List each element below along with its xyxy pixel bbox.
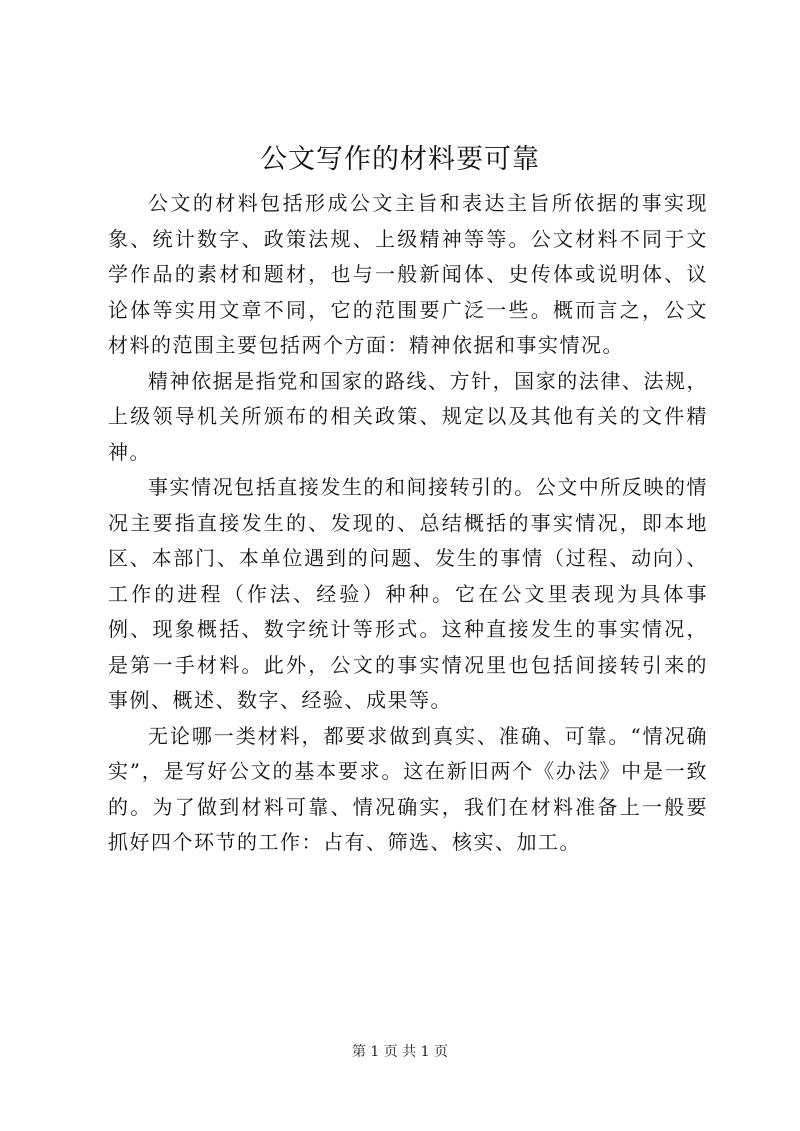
paragraph: 无论哪一类材料，都要求做到真实、准确、可靠。“情况确实”，是写好公文的基本要求。这在新旧两个《办法》中是一致的。为了做到材料可靠、情况确实，我们在材料准备上一般要抓好四个环节的工作：占有、筛选、核实、加工。 xyxy=(108,723,708,854)
paragraph: 公文的材料包括形成公文主旨和表达主旨所依据的事实现象、统计数字、政策法规、上级精神等等。公文材料不同于文学作品的素材和题材，也与一般新闻体、史传体或说明体、议论体等实用文章不同，它的范围要广泛一些。概而言之，公文材料的范围主要包括两个方面：精神依据和事实情况。 xyxy=(108,191,708,357)
page-number-footer: 第 1 页 共 1 页 xyxy=(351,1044,449,1060)
paragraph: 精神依据是指党和国家的路线、方针，国家的法律、法规，上级领导机关所颁布的相关政策、规定以及其他有关的文件精神。 xyxy=(108,368,708,464)
document-title: 公文写作的材料要可靠 xyxy=(260,144,540,175)
document-body xyxy=(108,186,708,861)
paragraph: 事实情况包括直接发生的和间接转引的。公文中所反映的情况主要指直接发生的、发现的、总结概括的事实情况，即本地区、本部门、本单位遇到的问题、发生的事情（过程、动向）、工作的进程（作法、经验）种种。它在公文里表现为具体事例、现象概括、数字统计等形式。这种直接发生的事实情况，是第一手材料。此外，公文的事实情况里也包括间接转引来的事例、概述、数字、经验、成果等。 xyxy=(108,475,708,712)
